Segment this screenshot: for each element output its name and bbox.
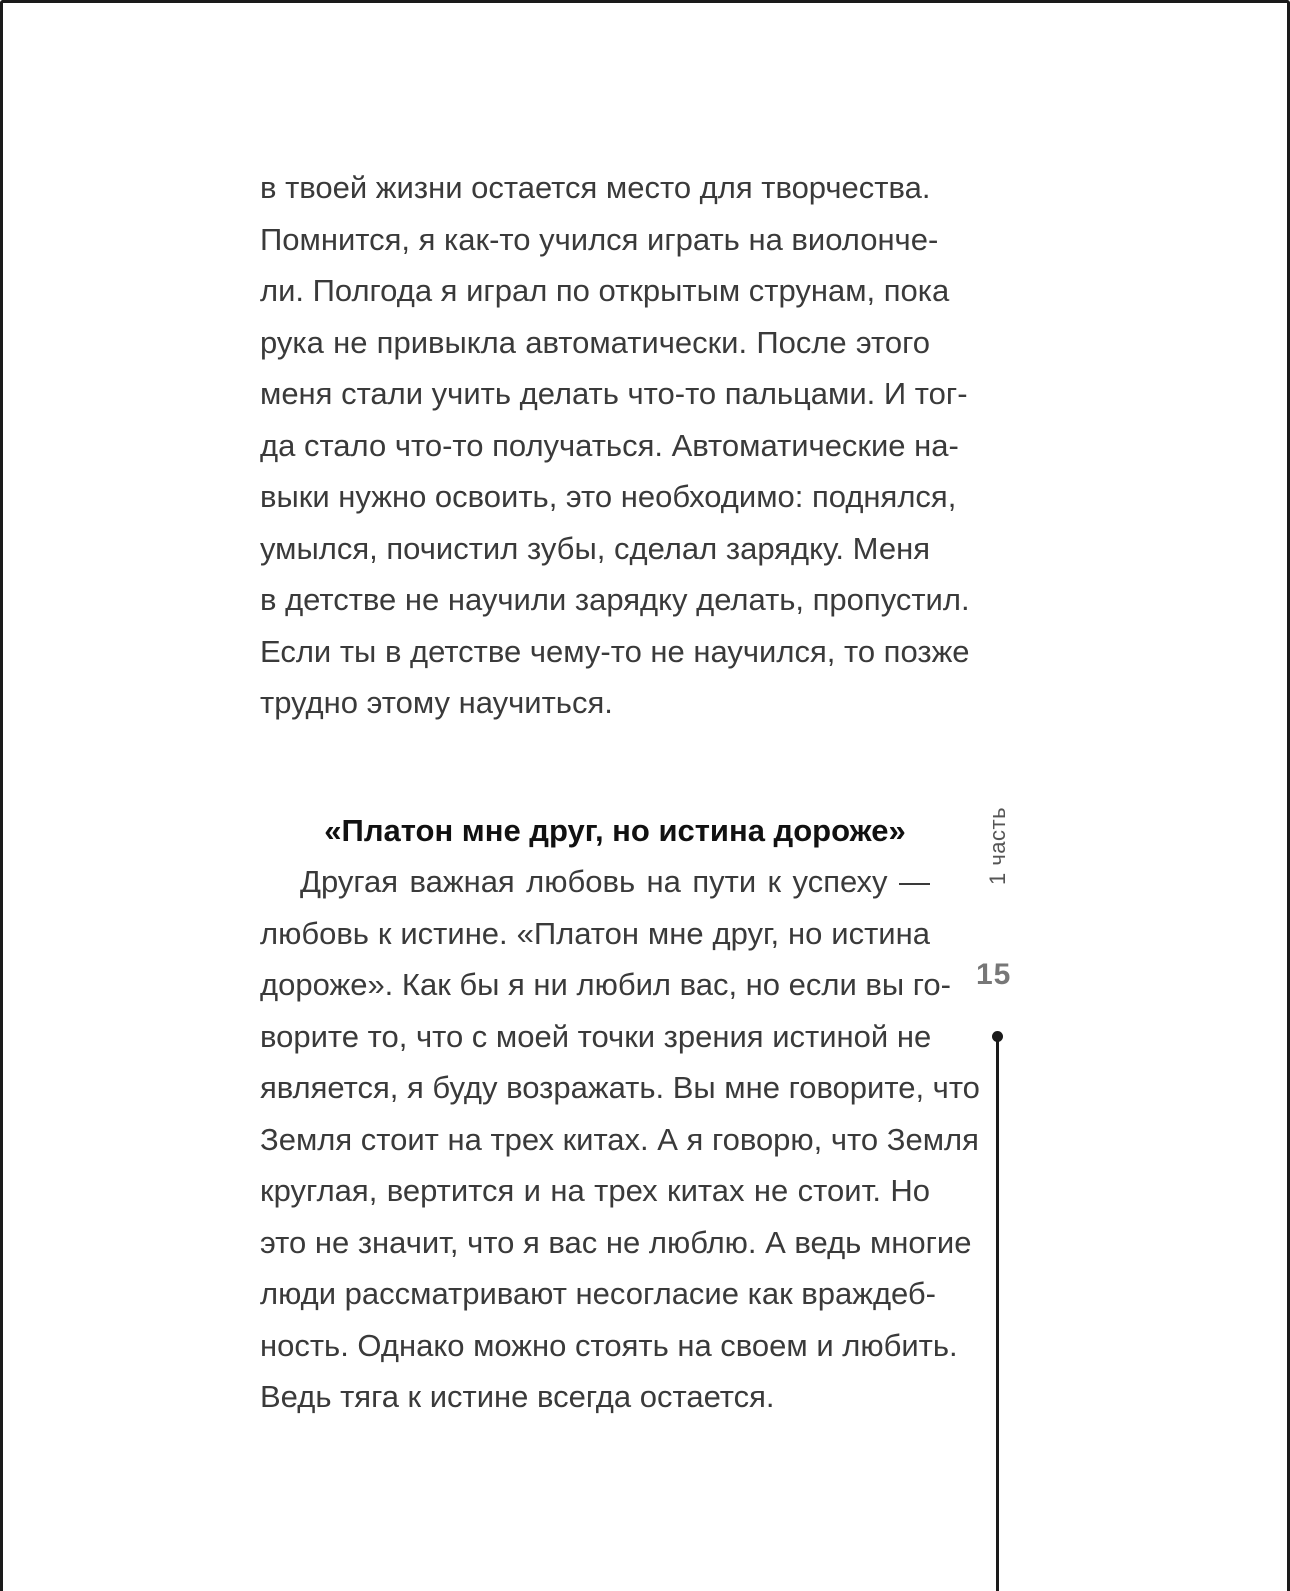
part-label: 1 часть: [985, 806, 1010, 885]
text-line: умылся, почистил зубы, сделал зарядку. Меня: [260, 530, 930, 566]
text-line: Помнится, я как-то учился играть на виолонче-: [260, 221, 939, 257]
text-line: Другая важная любовь на пути к успеху —: [300, 864, 930, 899]
margin-rule: [996, 1038, 999, 1591]
text-line: меня стали учить делать что-то пальцами. И тог-: [260, 376, 968, 411]
paragraph-bottom: [260, 856, 980, 1423]
text-line: в твоей жизни остается место для творчества.: [260, 170, 931, 205]
text-line: Если ты в детстве чему-то не научился, то позже: [260, 633, 970, 669]
text-line: ли. Полгода я играл по открытым струнам, пока: [260, 273, 950, 308]
section-heading: «Платон мне друг, но истина дороже»: [324, 813, 906, 848]
text-line: рука не привыкла автоматически. После этого: [260, 324, 930, 360]
text-line: выки нужно освоить, это необходимо: поднялся,: [260, 479, 957, 514]
device-frame-top: [0, 0, 1290, 3]
text-line: является, я буду возражать. Вы мне говорите, что: [260, 1070, 980, 1105]
text-line: ворите то, что с моей точки зрения истиной не: [260, 1018, 932, 1054]
text-line: Ведь тяга к истине всегда остается.: [260, 1379, 775, 1414]
text-line: трудно этому научиться.: [260, 685, 613, 720]
device-frame-left: [0, 0, 3, 1591]
text-line: Земля стоит на трех китах. А я говорю, что Земля: [260, 1121, 979, 1157]
text-line: ность. Однако можно стоять на своем и любить.: [260, 1327, 958, 1363]
text-line: в детстве не научили зарядку делать, пропустил.: [260, 582, 970, 617]
text-line: это не значит, что я вас не люблю. А ведь многие: [260, 1224, 972, 1260]
paragraph-top: [260, 162, 970, 729]
text-line: любовь к истине. «Платон мне друг, но истина: [260, 915, 930, 951]
text-line: да стало что-то получаться. Автоматические на-: [260, 427, 959, 463]
text-line: дороже». Как бы я ни любил вас, но если вы го-: [260, 967, 951, 1002]
text-line: люди рассматривают несогласие как враждеб-: [260, 1276, 937, 1311]
page-number: 15: [976, 958, 1012, 991]
text-line: круглая, вертится и на трех китах не стоит. Но: [260, 1173, 930, 1208]
